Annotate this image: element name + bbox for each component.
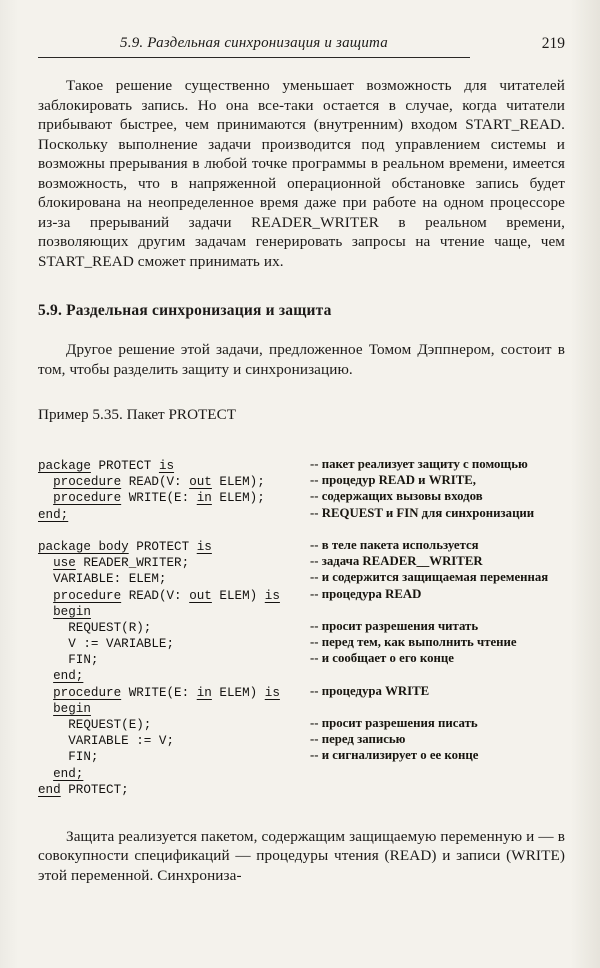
section-heading: 5.9. Раздельная синхронизация и защита — [38, 302, 332, 319]
code-keyword: in — [196, 491, 212, 506]
code-comment: -- пакет реализует защиту с помощью — [310, 457, 528, 471]
code-statement: REQUEST(E); — [38, 718, 152, 732]
code-line — [38, 569, 565, 585]
code-line — [38, 683, 565, 699]
code-keyword: is — [264, 588, 280, 603]
code-keyword: procedure — [53, 475, 122, 490]
code-line — [38, 699, 565, 715]
paragraph-intro: Такое решение существенно уменьшает возможность для читателей заблокировать запись. Но она все-таки остается в случае, когда читатели прибывают быстрее, чем принимаются (внутренним) входом START_READ. Поскольку выполнение задачи производится под управлением системы и возможны прерывания в любой точке программы в реальном времени, имеется возможность, что в напряженной операционной обстановке запись будет блокирована на неопределенное время даже при работе на одном процессоре из-за прерываний задачи READER_WRITER в реальном времени, позволяющих другим задачам генерировать запросы на чтение чаще, чем START_READ сможет принимать их. — [38, 77, 565, 270]
code-line — [38, 650, 565, 666]
code-keyword: end — [38, 782, 61, 797]
code-line — [38, 537, 565, 553]
code-line — [38, 505, 565, 521]
paragraph-section-intro: Другое решение этой задачи, предложенное Томом Дэппнером, состоит в том, чтобы разделить защиту и синхронизацию. — [38, 341, 565, 378]
code-comment: -- содержащих вызовы входов — [310, 489, 483, 504]
code-line — [38, 666, 565, 682]
code-statement: use READER_WRITER; — [53, 556, 190, 571]
code-line — [38, 780, 565, 796]
code-comment: -- в теле пакета используется — [310, 537, 479, 552]
code-comment: -- просит разрешения читать — [310, 618, 479, 633]
code-line — [38, 472, 565, 488]
code-line — [38, 747, 565, 763]
code-statement: procedure READ(V: out ELEM) is — [53, 588, 280, 603]
code-comment: -- просит разрешения писать — [310, 716, 478, 730]
code-comment: -- и содержится защищаемая переменная — [310, 570, 549, 585]
code-keyword: is — [196, 539, 212, 554]
code-keyword: end; — [53, 669, 84, 684]
page-number: 219 — [541, 35, 565, 52]
code-comment: -- процедур READ и WRITE, — [310, 473, 477, 488]
code-statement: package PROTECT is — [38, 459, 175, 473]
code-comment: -- REQUEST и FIN для синхронизации — [310, 505, 535, 520]
code-line — [38, 634, 565, 650]
code-line — [38, 553, 565, 569]
code-statement: V := VARIABLE; — [38, 637, 175, 652]
code-comment: -- процедура READ — [310, 586, 422, 601]
code-comment: -- и сообщает о его конце — [310, 651, 454, 666]
running-title: 5.9. Раздельная синхронизация и защита — [120, 35, 388, 51]
code-keyword: is — [264, 685, 280, 700]
code-statement: FIN; — [38, 750, 99, 765]
code-comment: -- задача READER__WRITER — [310, 554, 483, 569]
code-keyword: out — [189, 475, 212, 490]
paragraph-closing: Защита реализуется пакетом, содержащим защищаемую переменную и — в совокупности спецификаций — процедуры чтения (READ) и записи (WRITE) этой переменной. Синхрониза- — [38, 827, 565, 884]
code-keyword: out — [189, 588, 212, 603]
code-keyword: package body — [38, 539, 129, 554]
code-statement: end PROTECT; — [38, 782, 129, 797]
code-listing — [38, 456, 565, 796]
code-comment: -- и сигнализирует о ее конце — [310, 748, 479, 763]
code-statement: REQUEST(R); — [38, 620, 152, 635]
code-comment: -- процедура WRITE — [310, 683, 430, 698]
code-keyword: end; — [53, 766, 84, 781]
code-statement — [38, 702, 91, 716]
code-keyword: end; — [38, 507, 69, 522]
code-statement: FIN; — [38, 653, 99, 668]
code-keyword: procedure — [53, 588, 122, 603]
page-header — [38, 34, 565, 58]
code-keyword: is — [158, 459, 175, 473]
code-statement — [38, 669, 83, 683]
code-line — [38, 521, 565, 537]
code-comment: -- перед записью — [310, 732, 406, 747]
code-keyword: in — [196, 685, 212, 700]
code-line — [38, 764, 565, 780]
code-statement — [38, 508, 68, 522]
code-keyword: package — [38, 459, 91, 473]
code-keyword: begin — [53, 701, 91, 716]
code-statement: procedure WRITE(E: in ELEM); — [53, 491, 265, 506]
code-keyword: procedure — [53, 491, 122, 506]
code-keyword: begin — [53, 604, 91, 619]
running-head-rule — [38, 34, 470, 58]
code-line — [38, 618, 565, 634]
code-statement — [38, 767, 83, 781]
code-line — [38, 488, 565, 504]
code-line — [38, 586, 565, 602]
code-statement: VARIABLE := V; — [38, 734, 175, 749]
code-statement: package body PROTECT is — [38, 539, 212, 554]
code-statement: VARIABLE: ELEM; — [38, 572, 167, 587]
code-line — [38, 731, 565, 747]
code-line — [38, 456, 565, 472]
code-keyword: procedure — [53, 685, 122, 700]
code-statement: procedure READ(V: out ELEM); — [53, 475, 265, 490]
code-statement: procedure WRITE(E: in ELEM) is — [53, 685, 280, 700]
code-statement — [38, 605, 91, 619]
code-line — [38, 715, 565, 731]
code-comment: -- перед тем, как выполнить чтение — [310, 635, 517, 650]
code-keyword: use — [53, 556, 76, 571]
code-line — [38, 602, 565, 618]
example-caption: Пример 5.35. Пакет PROTECT — [38, 406, 236, 423]
